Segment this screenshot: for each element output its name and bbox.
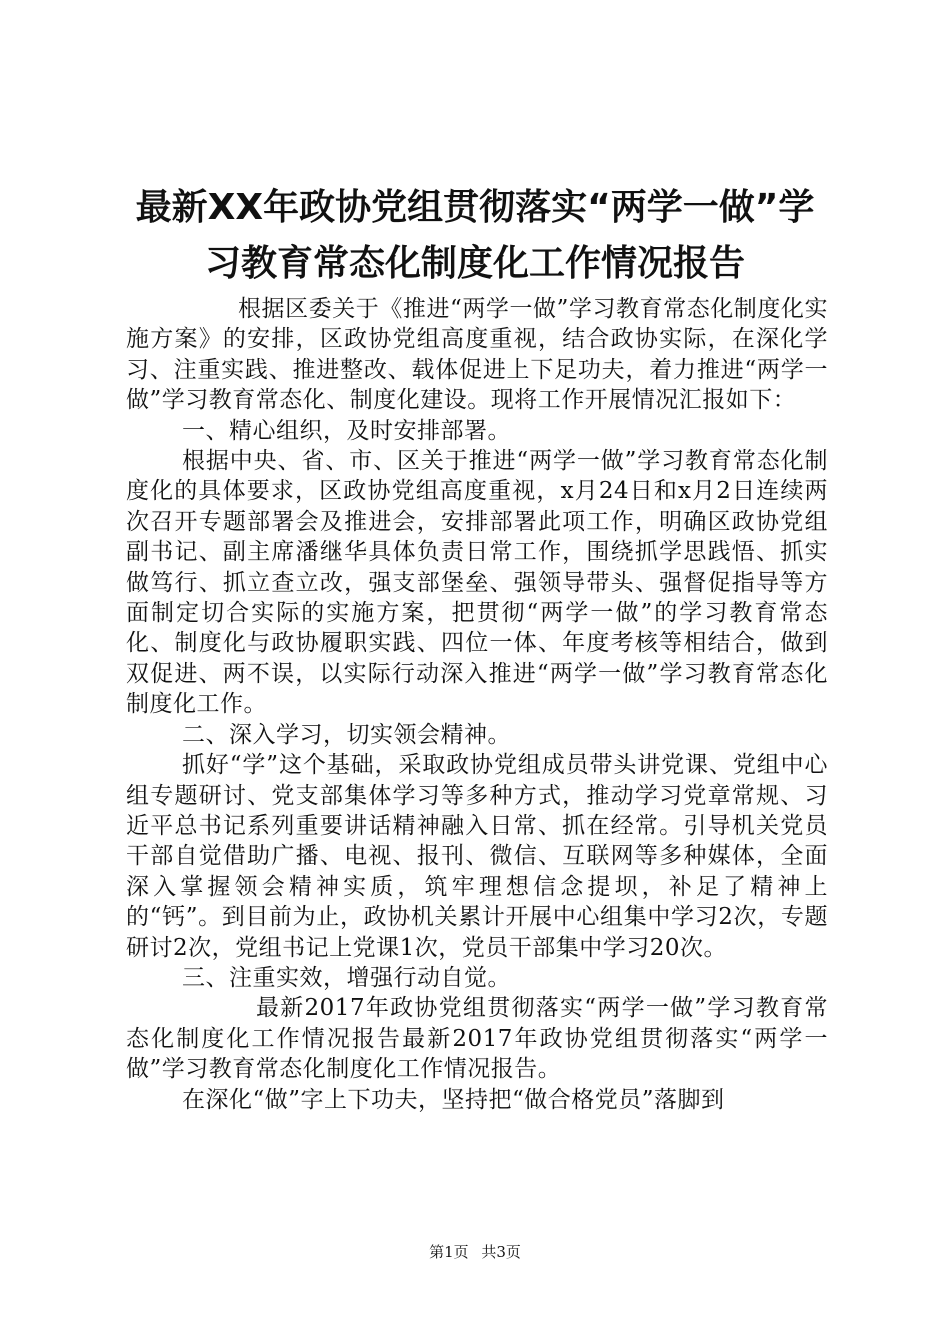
section-heading-2: 二、深入学习，切实领会精神。: [182, 721, 511, 748]
section-heading-3: 三、注重实效，增强行动自觉。: [182, 964, 511, 991]
page-footer: [0, 1243, 950, 1261]
page-number-total: 共3页: [481, 1243, 521, 1261]
section-heading-1: 一、精心组织，及时安排部署。: [182, 417, 511, 444]
paragraph-inserted-title: 最新2017年政协党组贯彻落实“两学一做”学习教育常态化制度化工作情况报告最新2017年政协党组贯彻落实“两学一做”学习教育常态化制度化工作情况报告。: [126, 995, 828, 1083]
document-title-line-1: 最新XX年政协党组贯彻落实“两学一做”学: [135, 187, 815, 228]
document-title-line-2: 习教育常态化制度化工作情况报告: [204, 243, 745, 284]
paragraph-section-3: 在深化“做”字上下功夫，坚持把“做合格党员”落脚到: [182, 1086, 725, 1113]
paragraph-section-2: 抓好“学”这个基础，采取政协党组成员带头讲党课、党组中心组专题研讨、党支部集体学习等多种方式，推动学习党章常规、习近平总书记系列重要讲话精神融入日常、抓在经常。引导机关党员干部自觉借助广播、电视、报刊、微信、互联网等多种媒体，全面深入掌握领会精神实质，筑牢理想信念提坝，补足了精神上的“钙”。到目前为止，政协机关累计开展中心组集中学习2次，专题研讨2次，党组书记上党课1次，党员干部集中学习20次。: [126, 752, 828, 961]
document-body: [126, 294, 828, 1115]
page-number-current: 第1页: [429, 1243, 469, 1261]
paragraph-intro: 根据区委关于《推进“两学一做”学习教育常态化制度化实施方案》的安排，区政协党组高度重视，结合政协实际，在深化学习、注重实践、推进整改、载体促进上下足功夫，着力推进“两学一做”学习教育常态化、制度化建设。现将工作开展情况汇报如下：: [126, 296, 828, 414]
paragraph-section-1: 根据中央、省、市、区关于推进“两学一做”学习教育常态化制度化的具体要求，区政协党组高度重视，x月24日和x月2日连续两次召开专题部署会及推进会，安排部署此项工作，明确区政协党组副书记、副主席潘继华具体负责日常工作，围绕抓学思践悟、抓实做笃行、抓立查立改，强支部堡垒、强领导带头、强督促指导等方面制定切合实际的实施方案，把贯彻“两学一做”的学习教育常态化、制度化与政协履职实践、四位一体、年度考核等相结合，做到双促进、两不误，以实际行动深入推进“两学一做”学习教育常态化制度化工作。: [126, 448, 828, 718]
